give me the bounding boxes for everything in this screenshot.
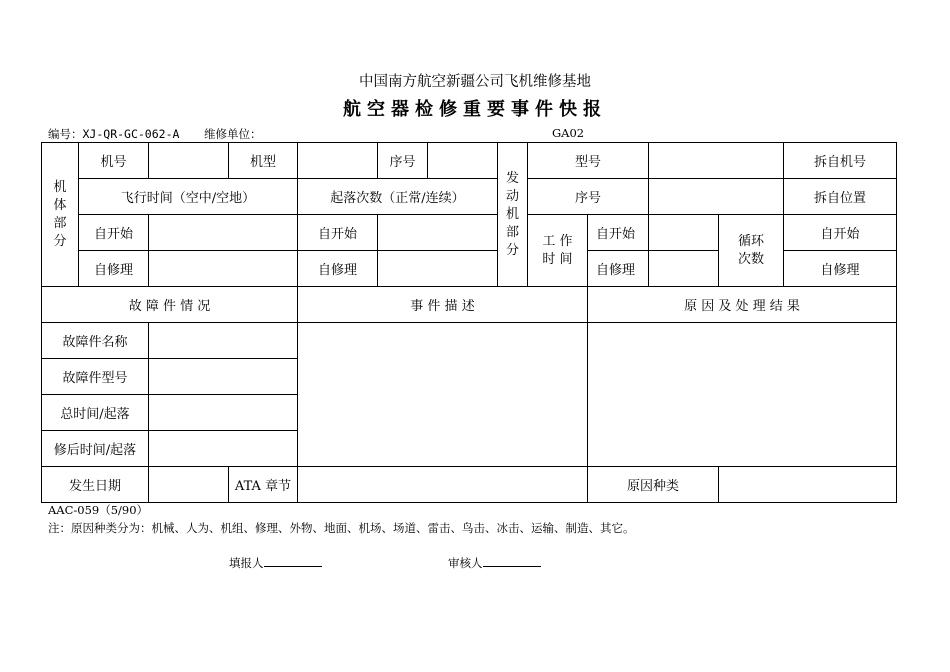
fault-part-name-field[interactable] <box>149 323 298 359</box>
landings-since-new-label: 自开始 <box>298 215 378 251</box>
fault-part-model-field[interactable] <box>149 359 298 395</box>
occurrence-date-field[interactable] <box>149 467 229 503</box>
time-after-repair-label: 修后时间/起落 <box>42 431 149 467</box>
reviewer-label: 审核人 <box>448 556 483 570</box>
cause-result-header: 原 因 及 处 理 结 果 <box>588 287 897 323</box>
filler-signature <box>229 554 322 571</box>
flight-since-new-field[interactable] <box>149 215 298 251</box>
document-title: 航空器检修重要事件快报 <box>343 99 607 120</box>
ata-chapter-label: ATA 章节 <box>229 467 298 503</box>
time-after-repair-field[interactable] <box>149 431 298 467</box>
fault-part-name-label: 故障件名称 <box>42 323 149 359</box>
cycles-since-repair-label: 自修理 <box>784 251 897 287</box>
event-description-header: 事 件 描 述 <box>298 287 588 323</box>
reviewer-signature-line[interactable] <box>483 554 541 567</box>
flight-since-new-label: 自开始 <box>79 215 149 251</box>
table-row <box>42 179 897 215</box>
removed-position-label: 拆自位置 <box>784 179 897 215</box>
aircraft-number-field[interactable] <box>149 143 229 179</box>
engine-serial-label: 序号 <box>528 179 649 215</box>
aircraft-type-field[interactable] <box>298 143 378 179</box>
engine-time-since-repair-label: 自修理 <box>588 251 649 287</box>
ata-chapter-field[interactable] <box>298 467 588 503</box>
serial-number-label: 序号 <box>378 143 428 179</box>
aircraft-number-label: 机号 <box>79 143 149 179</box>
filler-label: 填报人 <box>229 556 264 570</box>
engine-model-label: 型号 <box>528 143 649 179</box>
table-row <box>42 323 897 359</box>
cycles-label: 循环次数 <box>719 215 784 287</box>
organization-title: 中国南方航空新疆公司飞机维修基地 <box>359 74 591 90</box>
cycles-since-new-label: 自开始 <box>784 215 897 251</box>
fault-part-model-label: 故障件型号 <box>42 359 149 395</box>
engine-time-since-repair-field[interactable] <box>649 251 719 287</box>
landings-since-new-field[interactable] <box>378 215 498 251</box>
cause-result-field[interactable] <box>588 323 897 467</box>
engine-serial-field[interactable] <box>649 179 784 215</box>
engine-time-since-new-label: 自开始 <box>588 215 649 251</box>
reviewer-signature <box>448 554 541 571</box>
landings-label: 起落次数（正常/连续） <box>298 179 498 215</box>
form-code: AAC-059（5/90） <box>48 503 149 517</box>
total-time-landings-label: 总时间/起落 <box>42 395 149 431</box>
table-row <box>42 143 897 179</box>
fault-status-header: 故 障 件 情 况 <box>42 287 298 323</box>
table-row <box>42 215 897 251</box>
cause-type-note: 注：原因种类分为：机械、人为、机组、修理、外物、地面、机场、场道、雷击、鸟击、冰击、运输、制造、其它。 <box>48 521 635 535</box>
cause-type-field[interactable] <box>719 467 897 503</box>
flight-since-repair-field[interactable] <box>149 251 298 287</box>
filler-signature-line[interactable] <box>264 554 322 567</box>
flight-since-repair-label: 自修理 <box>79 251 149 287</box>
aircraft-type-label: 机型 <box>229 143 298 179</box>
maintenance-unit-label: 维修单位： <box>204 127 262 141</box>
engine-model-field[interactable] <box>649 143 784 179</box>
table-row <box>42 287 897 323</box>
flight-time-label: 飞行时间（空中/空地） <box>79 179 298 215</box>
serial-number-field[interactable] <box>428 143 498 179</box>
event-report-table <box>41 142 897 503</box>
removed-from-aircraft-label: 拆自机号 <box>784 143 897 179</box>
event-description-field[interactable] <box>298 323 588 467</box>
total-time-landings-field[interactable] <box>149 395 298 431</box>
landings-since-repair-label: 自修理 <box>298 251 378 287</box>
form-number: 编号：XJ-QR-GC-062-A <box>48 127 180 141</box>
engine-section-label: 发动机部分 <box>498 143 528 287</box>
form-id: GA02 <box>552 126 585 140</box>
engine-time-since-new-field[interactable] <box>649 215 719 251</box>
table-row <box>42 467 897 503</box>
work-time-label: 工 作 时 间 <box>528 215 588 287</box>
occurrence-date-label: 发生日期 <box>42 467 149 503</box>
cause-type-label: 原因种类 <box>588 467 719 503</box>
landings-since-repair-field[interactable] <box>378 251 498 287</box>
body-section-label: 机体部分 <box>42 143 79 287</box>
